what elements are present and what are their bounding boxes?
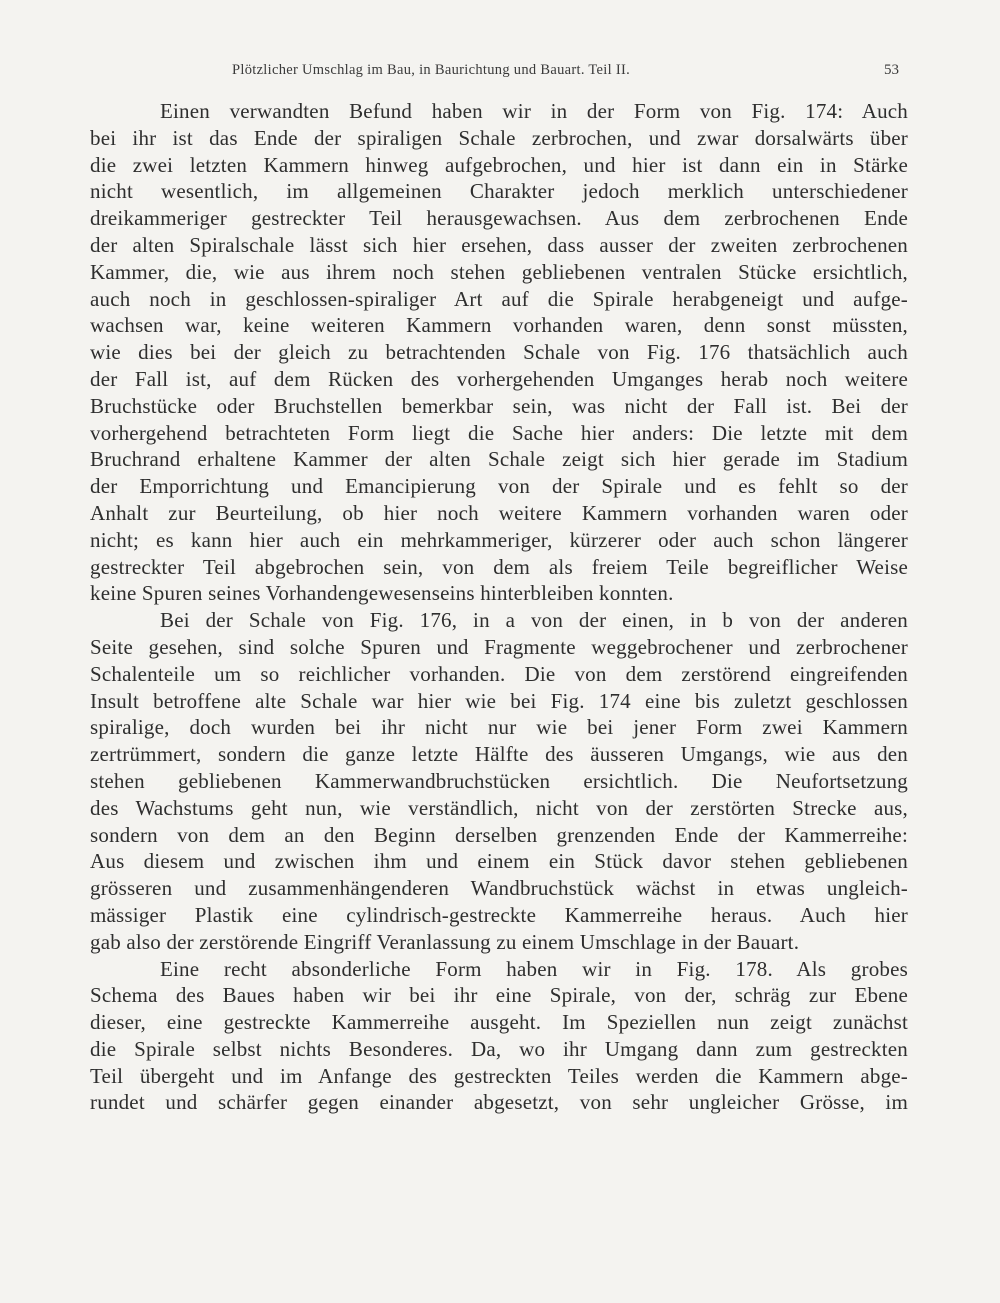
text-line: rundet und schärfer gegen einander abgesetzt, von sehr ungleicher Grösse, im	[90, 1090, 908, 1115]
text-line: dieser, eine gestreckte Kammerreihe ausgeht. Im Speziellen nun zeigt zunächst	[90, 1010, 908, 1035]
text-line: die zwei letzten Kammern hinweg aufgebrochen, und hier ist dann ein in Stärke	[90, 152, 908, 177]
text-line: gestreckter Teil abgebrochen sein, von dem als freiem Teile begreiflicher Weise	[90, 554, 908, 579]
text-line: Anhalt zur Beurteilung, ob hier noch weitere Kammern vorhanden waren oder	[90, 500, 908, 525]
text-line: stehen gebliebenen Kammerwandbruchstücken ersichtlich. Die Neufortsetzung	[90, 768, 908, 793]
text-line: bei ihr ist das Ende der spiraligen Schale zerbrochen, und zwar dorsalwärts über	[90, 125, 908, 150]
text-line: auch noch in geschlossen-spiraliger Art auf die Spirale herabgeneigt und aufge-	[90, 286, 908, 311]
text-line: gab also der zerstörende Eingriff Veranlassung zu einem Umschlage in der Bauart.	[90, 929, 800, 954]
text-line: des Wachstums geht nun, wie verständlich, nicht von der zerstörten Strecke aus,	[90, 795, 908, 820]
text-line: Bruchrand erhaltene Kammer der alten Schale zeigt sich hier gerade im Stadium	[90, 447, 908, 472]
text-line: der Emporrichtung und Emancipierung von der Spirale und es fehlt so der	[90, 474, 908, 499]
text-line: Bruchstücke oder Bruchstellen bemerkbar sein, was nicht der Fall ist. Bei der	[90, 393, 908, 418]
text-line: spiralige, doch wurden bei ihr nicht nur wie bei jener Form zwei Kammern	[90, 715, 908, 740]
text-line: Seite gesehen, sind solche Spuren und Fragmente weggebrochener und zerbrochener	[90, 634, 908, 659]
text-line: keine Spuren seines Vorhandengewesenseins hinterbleiben konnten.	[90, 581, 674, 606]
text-line: Bei der Schale von Fig. 176, in a von der einen, in b von der anderen	[160, 608, 908, 633]
page-number: 53	[884, 62, 899, 78]
text-line: die Spirale selbst nichts Besonderes. Da, wo ihr Umgang dann zum gestreckten	[90, 1036, 908, 1061]
text-line: wachsen war, keine weiteren Kammern vorhanden waren, denn sonst müssten,	[90, 313, 908, 338]
text-line: der Fall ist, auf dem Rücken des vorhergehenden Umganges herab noch weitere	[90, 366, 908, 391]
text-line: Aus diesem und zwischen ihm und einem ein Stück davor stehen gebliebenen	[90, 849, 908, 874]
text-line: mässiger Plastik eine cylindrisch-gestreckte Kammerreihe heraus. Auch hier	[90, 902, 908, 927]
text-line: Einen verwandten Befund haben wir in der Form von Fig. 174: Auch	[160, 99, 908, 123]
text-line: Eine recht absonderliche Form haben wir in Fig. 178. Als grobes	[160, 956, 908, 981]
text-line: zertrümmert, sondern die ganze letzte Hälfte des äusseren Umgangs, wie aus den	[90, 742, 908, 767]
text-line: wie dies bei der gleich zu betrachtenden Schale von Fig. 176 thatsächlich auch	[90, 340, 908, 365]
text-line: Schalenteile um so reichlicher vorhanden. Die von dem zerstörend eingreifenden	[90, 661, 908, 686]
body-text	[90, 98, 908, 1116]
text-line: der alten Spiralschale lässt sich hier ersehen, dass ausser der zweiten zerbrochenen	[90, 232, 908, 257]
text-line: nicht wesentlich, im allgemeinen Charakter jedoch merklich unterschiedener	[90, 179, 908, 204]
text-line: Schema des Baues haben wir bei ihr eine Spirale, von der, schräg zur Ebene	[90, 983, 908, 1008]
text-line: Kammer, die, wie aus ihrem noch stehen gebliebenen ventralen Stücke ersichtlich,	[90, 259, 908, 284]
text-line: Insult betroffene alte Schale war hier wie bei Fig. 174 eine bis zuletzt geschlossen	[90, 688, 908, 713]
text-line: Teil übergeht und im Anfange des gestreckten Teiles werden die Kammern abge-	[90, 1063, 908, 1088]
text-line: grösseren und zusammenhängenderen Wandbruchstück wächst in etwas ungleich-	[90, 876, 908, 901]
text-line: vorhergehend betrachteten Form liegt die Sache hier anders: Die letzte mit dem	[90, 420, 908, 445]
running-head: Plötzlicher Umschlag im Bau, in Baurichtung und Bauart. Teil II.	[232, 62, 631, 78]
text-line: nicht; es kann hier auch ein mehrkammeriger, kürzerer oder auch schon längerer	[90, 527, 908, 552]
text-line: sondern von dem an den Beginn derselben grenzenden Ende der Kammerreihe:	[90, 822, 908, 847]
text-line: dreikammeriger gestreckter Teil herausgewachsen. Aus dem zerbrochenen Ende	[90, 206, 908, 231]
